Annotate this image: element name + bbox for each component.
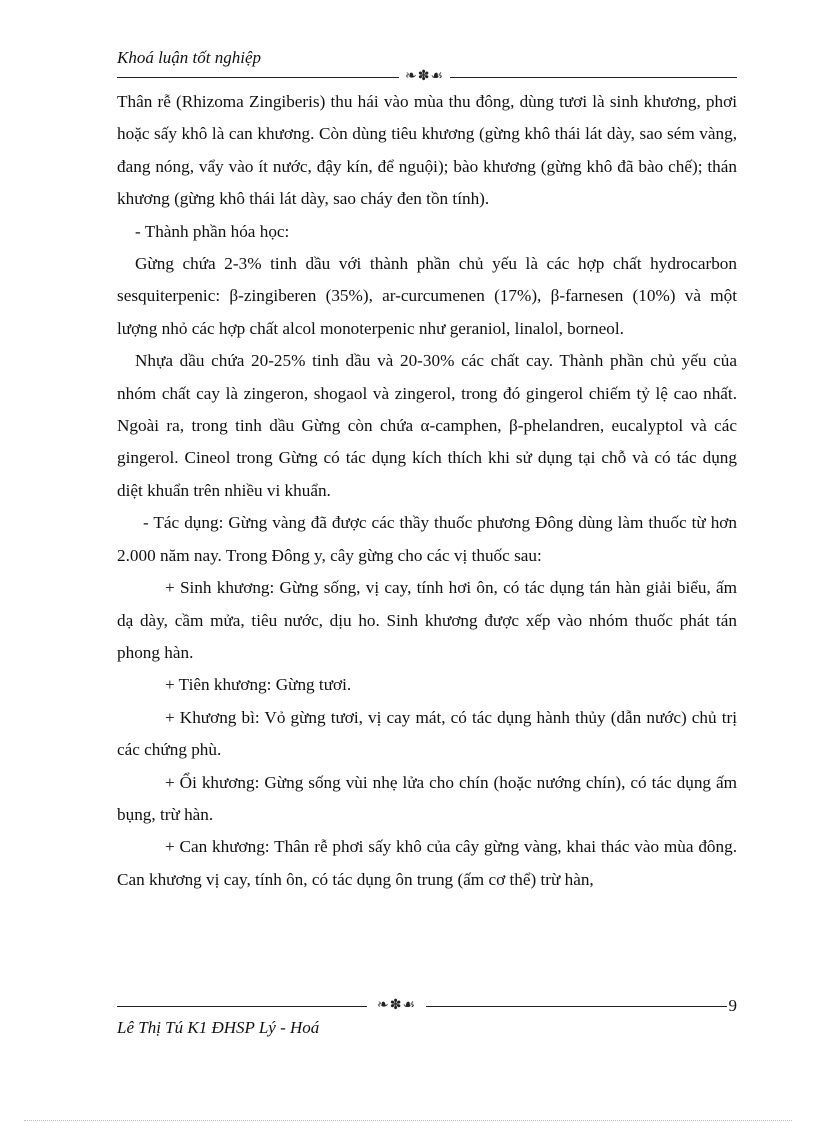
footer-divider [117, 996, 737, 1016]
header-title: Khoá luận tốt nghiệp [117, 48, 262, 67]
flourish-ornament-icon: ❧✽☙ [377, 998, 417, 1013]
paragraph-oleoresin: Nhựa dầu chứa 20-25% tinh dầu và 20-30% các chất cay. Thành phần chủ yếu của nhóm chất cay là zingeron, shogaol và zingerol, trong đó gingerol chiếm tỷ lệ cao nhất. Ngoài ra, trong tinh dầu Gừng còn chứa α-camphen, β-phelandren, eucalyptol và các gingerol. Cineol trong Gừng có tác dụng kích thích khi sử dụng tại chỗ và có tác dụng diệt khuẩn trên nhiều vi khuẩn. [117, 351, 737, 500]
page-body [117, 86, 737, 896]
list-item-sinh-khuong: + Sinh khương: Gừng sống, vị cay, tính hơi ôn, có tác dụng tán hàn giải biểu, ấm dạ dày, cầm mửa, tiêu nước, dịu ho. Sinh khương được xếp vào nhóm thuốc phát tán phong hàn. [117, 578, 737, 662]
list-item-khuong-bi: + Khương bì: Vỏ gừng tươi, vị cay mát, có tác dụng hành thủy (dẫn nước) chủ trị các chứng phù. [117, 707, 737, 760]
divider-line-right [426, 1006, 726, 1007]
list-item-oi-khuong: + Ổi khương: Gừng sống vùi nhẹ lửa cho chín (hoặc nướng chín), có tác dụng ấm bụng, trừ hàn. [117, 772, 737, 824]
flourish-ornament-icon: ❧✽☙ [405, 69, 445, 84]
list-item-tien-khuong: + Tiên khương: Gừng tươi. [165, 675, 352, 695]
list-item-can-khuong: + Can khương: Thân rễ phơi sấy khô của cây gừng vàng, khai thác vào mùa đông. Can khương vị cay, tính ôn, có tác dụng ôn trung (ấm cơ thể) trừ hàn, [117, 837, 737, 889]
divider-line-right [450, 77, 737, 78]
paragraph-rhizome: Thân rễ (Rhizoma Zingiberis) thu hái vào mùa thu đông, dùng tươi là sinh khương, phơi hoặc sấy khô là can khương. Còn dùng tiêu khương (gừng khô thái lát dày, sao sém vàng, đang nóng, vẩy vào ít nước, đậy kín, để nguội); bào khương (gừng khô đã bào chế); thán khương (gừng khô thái lát dày, sao cháy đen tồn tính). [117, 92, 737, 209]
heading-chemical-composition: - Thành phần hóa học: [135, 221, 290, 241]
paragraph-effects: - Tác dụng: Gừng vàng đã được các thầy thuốc phương Đông dùng làm thuốc từ hơn 2.000 năm nay. Trong Đông y, cây gừng cho các vị thuốc sau: [117, 513, 737, 565]
divider-line-left [117, 1006, 367, 1007]
footer-author: Lê Thị Tú K1 ĐHSP Lý - Hoá [117, 1018, 320, 1037]
page-edge-divider [24, 1120, 792, 1121]
page-number: 9 [728, 996, 737, 1015]
header-divider [117, 70, 737, 84]
divider-line-left [117, 77, 399, 78]
paragraph-essential-oil: Gừng chứa 2-3% tinh dầu với thành phần chủ yếu là các hợp chất hydrocarbon sesquiterpenic: β-zingiberen (35%), ar-curcumenen (17%), β-farnesen (10%) và một lượng nhỏ các hợp chất alcol monoterpenic như geraniol, linalol, borneol. [117, 254, 737, 338]
